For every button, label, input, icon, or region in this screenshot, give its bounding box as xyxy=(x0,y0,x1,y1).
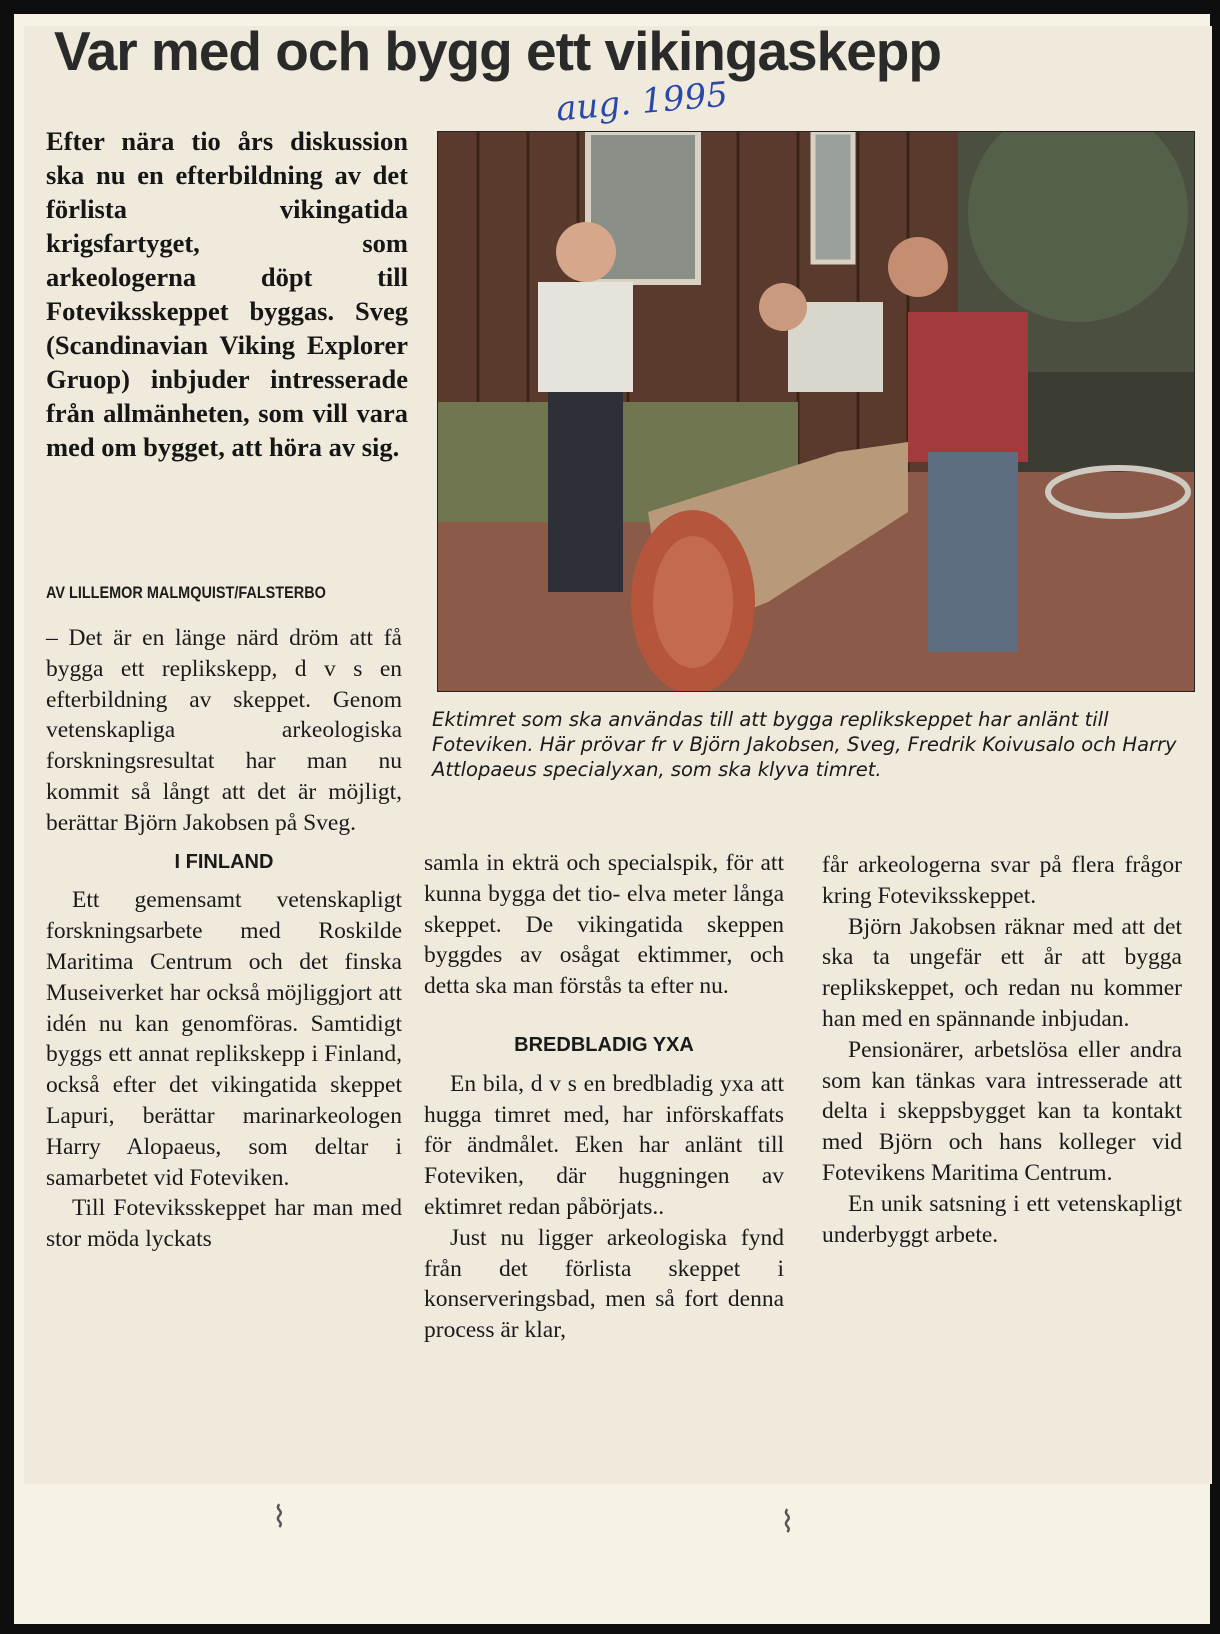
photo-caption: Ektimret som ska användas till att bygga replikskeppet har anlänt till Foteviken. Här prövar fr v Björn Jakobsen, Sveg, Fredrik Koivusalo och Harry Attlopaeus specialyxan, som ska klyva timret. xyxy=(432,708,1177,781)
column-2-paragraph: En bila, d v s en bredbladig yxa att hugga timret med, har införskaffats för ändmålet. Eken har anlänt till Foteviken, där huggningen av ektimret redan påbörjats.. xyxy=(424,1070,784,1220)
column-1 xyxy=(46,623,402,1255)
byline: AV LILLEMOR MALMQUIST/FALSTERBO xyxy=(46,583,326,602)
column-3-paragraph: Björn Jakobsen räknar med att det ska ta ungefär ett år att bygga replikskeppet, och redan nu kommer han med en spännande inbjudan. xyxy=(822,913,1182,1032)
column-3-paragraph: Pensionärer, arbetslösa eller andra som kan tänkas vara intresserade att delta i skeppsbygget kan ta kontakt med Björn och hans kolleger vid Fotevikens Maritima Centrum. xyxy=(822,1036,1182,1186)
tape-mark: ⌇ xyxy=(780,1506,795,1539)
column-1-paragraph: – Det är en länge närd dröm att få bygga ett replikskepp, d v s en efterbildning av skeppet. Genom vetenskapliga arkeologiska forskningsresultat har man nu kommit så långt att det är möjligt, berättar Björn Jakobsen på Sveg. xyxy=(46,625,402,836)
news-photo xyxy=(437,131,1195,692)
handwritten-date: aug. 1995 xyxy=(554,74,730,130)
column-1-paragraph: Till Foteviksskeppet har man med stor möda lyckats xyxy=(46,1195,402,1253)
subhead-i-finland: I FINLAND xyxy=(174,850,274,873)
column-2-paragraph: Just nu ligger arkeologiska fynd från det förlista skeppet i konserveringsbad, men så fort denna process är klar, xyxy=(424,1224,784,1344)
headline: Var med och bygg ett vikingaskepp xyxy=(54,20,941,82)
column-2 xyxy=(424,848,784,1346)
subhead-bredbladig-yxa: BREDBLADIG YXA xyxy=(514,1033,694,1056)
column-3 xyxy=(822,850,1182,1250)
tape-mark: ⌇ xyxy=(272,1501,287,1534)
column-1-paragraph: Ett gemensamt vetenskapligt forskningsarbete med Roskilde Maritima Centrum och det finska Museiverket har också möjliggjort att idén nu kan genomföras. Samtidigt byggs ett annat replikskepp i Finland, också efter det vikingatida skeppet Lapuri, berättar marinarkeologen Harry Alopaeus, som deltar i samarbetet vid Foteviken. xyxy=(46,887,402,1191)
lead-paragraph: Efter nära tio års diskussion ska nu en efterbildning av det förlista vikingatida krigsfartyget, som arkeologerna döpt till Foteviksskeppet byggas. Sveg (Scandinavian Viking Explorer Gruop) inbjuder intresserade från allmänheten, som vill vara med om bygget, att höra av sig. xyxy=(46,126,408,462)
column-3-paragraph: får arkeologerna svar på flera frågor kring Foteviksskeppet. xyxy=(822,852,1182,909)
column-3-paragraph: En unik satsning i ett vetenskapligt underbyggt arbete. xyxy=(822,1190,1182,1248)
photo-illustration xyxy=(438,132,1194,691)
column-2-paragraph: samla in ekträ och specialspik, för att kunna bygga det tio- elva meter långa skeppet. De vikingatida skeppen byggdes av osågat ektimmer, och detta ska man förstås ta efter nu. xyxy=(424,850,784,1000)
